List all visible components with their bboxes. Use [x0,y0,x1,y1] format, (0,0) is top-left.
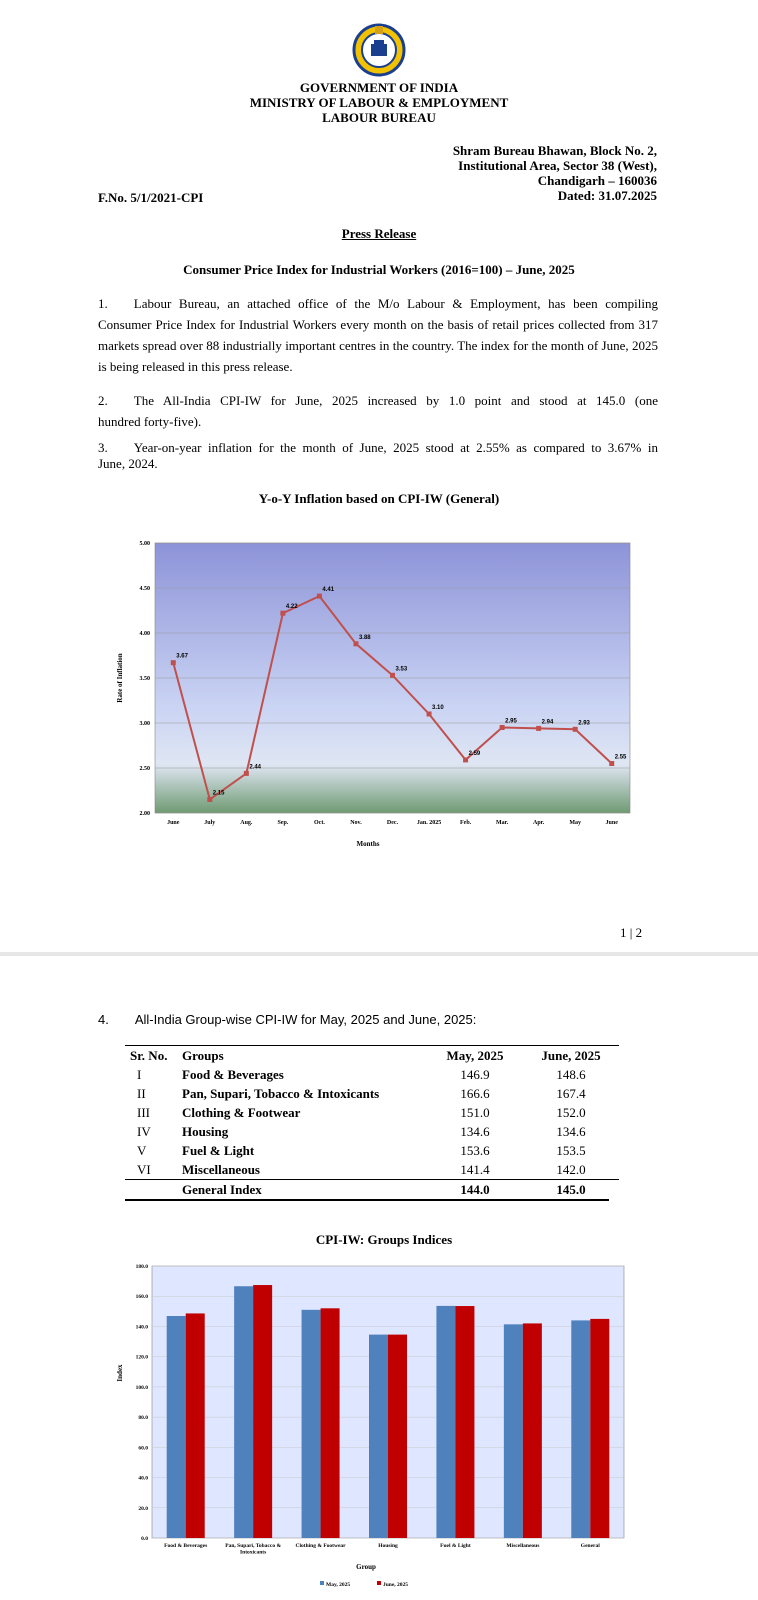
data-point [280,611,285,616]
header-bureau: LABOUR BUREAU [322,110,436,125]
y-tick-label: 60.0 [138,1445,148,1452]
x-tick-label: June [605,820,618,826]
bar-june [321,1308,340,1538]
paragraph-1: 1. Labour Bureau, an attached office of the M/o Labour & Employment, has been compiling Consumer Price Index for Industrial Workers every month on the basis of retail prices collected from 317 markets spread over 88 industrially important centres in the country. The index for the month of June, 2025 is being released in this press release. [98,296,658,374]
bar-may [369,1335,388,1538]
data-point [463,757,468,762]
y-tick-label: 3.50 [139,676,150,682]
bar-june [388,1335,407,1538]
y-axis-label: Index [116,1364,124,1382]
bar-june [523,1323,542,1538]
legend-label: June, 2025 [383,1582,409,1588]
x-tick-label: Jan. 2025 [416,820,442,826]
data-label: 3.88 [358,634,371,641]
x-tick-label: Nov. [350,820,362,826]
labour-bureau-emblem [352,18,406,78]
y-tick-label: 40.0 [138,1475,148,1482]
legend-label: May, 2025 [326,1582,351,1588]
y-axis-label: Rate of Inflation [116,653,124,703]
bar-may [571,1320,590,1538]
bar-chart-title: CPI-IW: Groups Indices [315,1232,453,1247]
data-label: 4.41 [322,587,335,594]
x-tick-label: July [204,820,216,826]
y-tick-label: 4.50 [139,586,150,592]
x-tick-label: Clothing & Footwear [295,1543,346,1549]
paragraph-4: 4. All-India Group-wise CPI-IW for May, 2025 and June, 2025: [98,1012,477,1027]
data-label: 2.59 [468,750,481,757]
bar-may [234,1286,253,1538]
date: Dated: 31.07.2025 [557,188,657,203]
legend-swatch [320,1581,324,1585]
x-axis-label: Group [356,1563,376,1571]
y-tick-label: 2.50 [139,766,150,772]
table-row: I Food & Beverages 146.9 148.6 [137,1066,586,1082]
table-header-row: Sr. No. Groups May, 2025 June, 2025 [130,1047,601,1063]
bar-may [302,1310,321,1538]
data-point [207,797,212,802]
y-tick-label: 80.0 [138,1415,148,1422]
x-tick-label: Sep. [277,820,289,826]
data-label: 2.93 [578,720,590,727]
data-point [500,725,505,730]
press-release-heading: Press Release [341,226,417,241]
x-tick-label: Food & Beverages [164,1543,208,1549]
x-tick-label: June [167,820,180,826]
group-index-table [125,1045,619,1201]
y-tick-label: 3.00 [139,721,150,727]
inflation-line-chart [100,530,645,855]
bar-may [504,1324,523,1538]
x-tick-label: Oct. [314,820,325,826]
y-tick-label: 2.00 [139,811,150,817]
header-ministry: MINISTRY OF LABOUR & EMPLOYMENT [249,95,509,110]
data-label: 3.53 [395,666,408,673]
y-tick-label: 5.00 [139,541,150,547]
x-axis-label: Months [356,840,380,848]
x-tick-label: Miscellaneous [506,1543,540,1549]
y-tick-label: 180.0 [135,1264,148,1270]
x-tick-label: Fuel & Light [440,1543,471,1549]
table-row: III Clothing & Footwear 151.0 152.0 [137,1104,586,1120]
subject-line: Consumer Price Index for Industrial Workers (2016=100) – June, 2025 [183,262,575,277]
address-block: Shram Bureau Bhawan, Block No. 2, Institutional Area, Sector 38 (West), Chandigarh – 160036 Dated: 31.07.2025 [452,143,657,203]
x-tick-label: Housing [378,1543,398,1549]
data-point [390,673,395,678]
x-tick-label: General [580,1543,600,1549]
data-point [244,771,249,776]
table-row: IV Housing 134.6 134.6 [137,1123,586,1139]
table-row: II Pan, Supari, Tobacco & Intoxicants 166.6 167.4 [137,1085,586,1101]
table-row: V Fuel & Light 153.6 153.5 [137,1142,586,1158]
legend-swatch [377,1581,381,1585]
bar-june [253,1285,272,1538]
data-point [317,594,322,599]
x-tick-label: Pan, Supari, Tobacco & Intoxicants [225,1543,282,1556]
data-label: 3.10 [432,705,444,711]
bar-june [186,1313,205,1538]
page-number: 1 | 2 [620,925,643,940]
data-label: 2.95 [505,718,517,725]
file-number: F.No. 5/1/2021-CPI [98,190,204,205]
x-tick-label: Feb. [459,820,472,826]
bar-june [590,1319,609,1538]
table-total-row: General Index 144.0 145.0 [182,1181,586,1197]
data-point [573,727,578,732]
y-tick-label: 0.0 [141,1536,148,1542]
bar-may [167,1316,186,1538]
data-label: 2.94 [541,719,554,726]
data-point [353,641,358,646]
data-label: 2.15 [212,790,225,797]
header-government: GOVERNMENT OF INDIA [299,80,459,95]
group-indices-bar-chart [108,1258,633,1593]
x-tick-label: Apr. [533,820,545,826]
x-tick-label: Aug. [240,820,253,826]
data-point [427,712,432,717]
data-label: 3.67 [176,653,188,660]
data-point [171,660,176,665]
data-point [609,761,614,766]
bar-may [436,1306,455,1538]
y-tick-label: 4.00 [139,631,150,637]
bar-june [455,1306,474,1538]
y-tick-label: 120.0 [135,1354,148,1361]
x-tick-label: May [569,820,582,826]
data-label: 2.44 [249,764,262,771]
paragraph-2: 2. The All-India CPI-IW for June, 2025 increased by 1.0 point and stood at 145.0 (one hundred forty-five). [98,393,658,429]
data-label: 4.22 [285,604,298,611]
paragraph-3: 3. Year-on-year inflation for the month of June, 2025 stood at 2.55% as compared to 3.67% in June, 2024. [98,440,658,471]
y-tick-label: 100.0 [135,1384,148,1391]
x-tick-label: Dec. [386,820,399,826]
table-row: VI Miscellaneous 141.4 142.0 [137,1161,586,1177]
data-point [536,726,541,731]
page-separator [0,952,758,956]
x-tick-label: Mar. [495,820,509,826]
y-tick-label: 140.0 [135,1324,148,1331]
data-label: 2.55 [614,754,627,761]
line-chart-title: Y-o-Y Inflation based on CPI-IW (General) [258,491,500,506]
y-tick-label: 160.0 [135,1294,148,1301]
y-tick-label: 20.0 [138,1505,148,1512]
